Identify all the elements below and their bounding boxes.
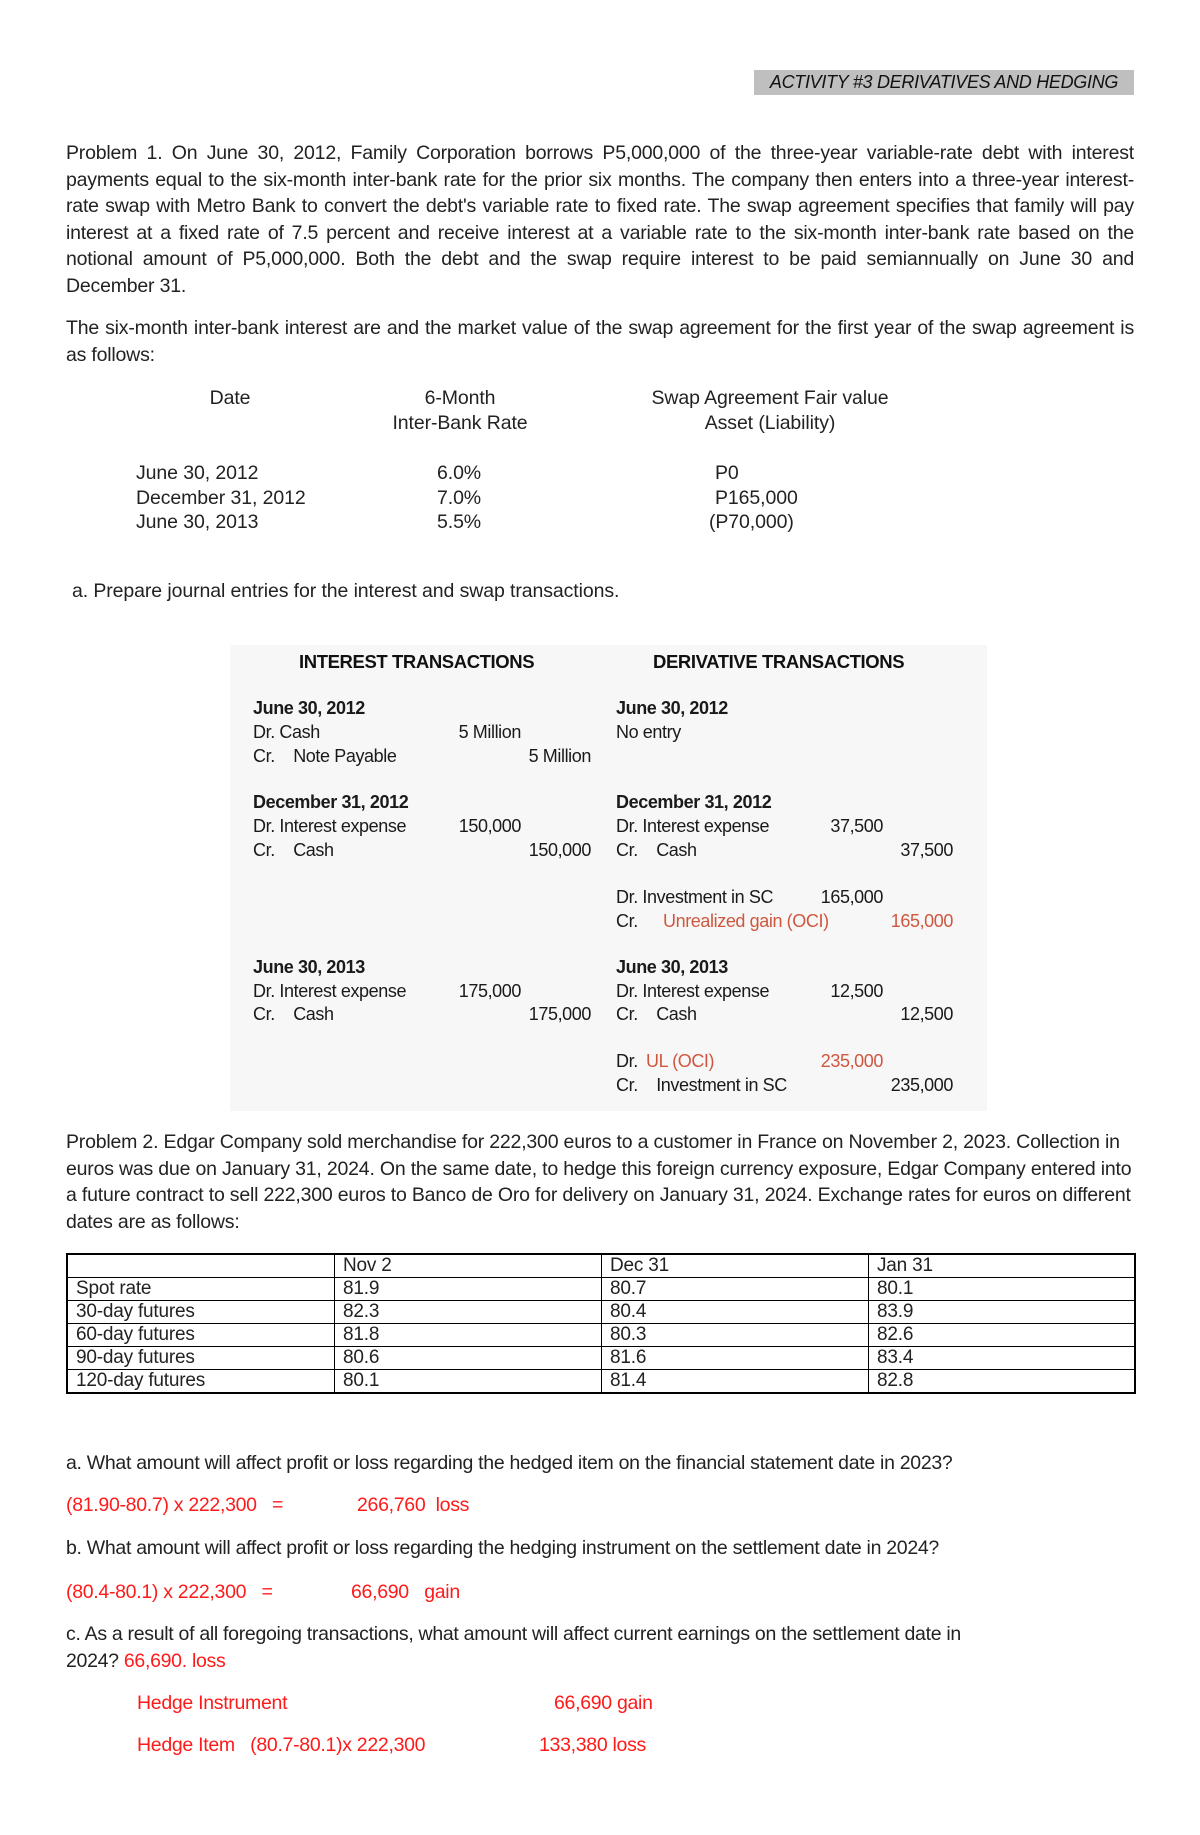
- credit-amount: 12,500: [900, 1004, 953, 1024]
- exchange-rate-table: [66, 1253, 1136, 1394]
- row-date: June 30, 2013: [136, 511, 259, 533]
- cell: 30-day futures: [67, 1301, 335, 1324]
- table-row: [67, 1278, 1135, 1301]
- row-rate: 7.0%: [437, 487, 482, 509]
- question-c-line1: c. As a result of all foregoing transactions, what amount will affect current earnings on the settlement date in: [66, 1623, 961, 1645]
- entry-debit: Dr. Interest expense: [253, 816, 407, 836]
- problem1-intro: The six-month inter-bank interest are and the market value of the swap agreement for the first year of the swap agreement is as follows:: [66, 317, 1134, 366]
- no-entry: No entry: [616, 722, 681, 742]
- activity-title: ACTIVITY #3 DERIVATIVES AND HEDGING: [754, 70, 1134, 95]
- entry-credit: Unrealized gain (OCI): [663, 911, 829, 931]
- entry-debit: Dr. Interest expense: [253, 981, 407, 1001]
- entry-date: June 30, 2012: [253, 698, 365, 718]
- entry-credit: Cr. Cash: [253, 1004, 334, 1024]
- answer-a: 266,760 loss: [357, 1494, 470, 1516]
- question-c-line2: [66, 1648, 225, 1675]
- header-cell: Jan 31: [869, 1254, 1136, 1278]
- cell: 90-day futures: [67, 1347, 335, 1370]
- credit-amount: 5 Million: [528, 746, 591, 766]
- entry-date: June 30, 2013: [253, 957, 365, 977]
- row-date: June 30, 2012: [136, 462, 259, 484]
- entry-debit: Dr. Interest expense: [616, 816, 770, 836]
- credit-amount: 165,000: [890, 911, 953, 931]
- header-cell: [67, 1254, 335, 1278]
- cell: 83.4: [869, 1347, 1136, 1370]
- credit-amount: 175,000: [528, 1004, 591, 1024]
- question-a: a. Prepare journal entries for the interest and swap transactions.: [72, 580, 620, 602]
- debit-amount: 150,000: [458, 816, 521, 836]
- entry-credit: Cr. Investment in SC: [616, 1075, 787, 1095]
- table-row: [67, 1301, 1135, 1324]
- problem2-text: Problem 2. Edgar Company sold merchandise for 222,300 euros to a customer in France on November 2, 2023. Collection in euros was due on January 31, 2024. On the same date, to hedge this foreign currency exposure, Edgar Company entered into a future contract to sell 222,300 euros to Banco de Oro for delivery on January 31, 2024. Exchange rates for euros on different dates are as follows:: [66, 1131, 1132, 1233]
- interest-title: INTEREST TRANSACTIONS: [299, 651, 535, 672]
- entry-debit: Dr. Interest expense: [616, 981, 770, 1001]
- row-value: P0: [715, 462, 739, 484]
- cell: 80.6: [335, 1347, 602, 1370]
- debit-amount: 165,000: [820, 887, 883, 907]
- question-a: a. What amount will affect profit or loss regarding the hedged item on the financial statement date in 2023?: [66, 1452, 953, 1474]
- answer-b-formula: (80.4-80.1) x 222,300 =: [66, 1581, 273, 1603]
- cell: 82.6: [869, 1324, 1136, 1347]
- cell: 80.7: [602, 1278, 869, 1301]
- cell: 120-day futures: [67, 1370, 335, 1394]
- entry-date: December 31, 2012: [253, 792, 409, 812]
- cell: Spot rate: [67, 1278, 335, 1301]
- hedge-item-value: 133,380 loss: [539, 1734, 646, 1756]
- cell: 81.9: [335, 1278, 602, 1301]
- cell: 81.4: [602, 1370, 869, 1394]
- row-date: December 31, 2012: [136, 487, 306, 509]
- col-swap-1: Swap Agreement Fair value: [651, 387, 889, 409]
- answer-a-formula: (81.90-80.7) x 222,300 =: [66, 1494, 284, 1516]
- debit-amount: 37,500: [830, 816, 883, 836]
- entry-credit: Cr. Cash: [253, 840, 334, 860]
- debit-amount: 175,000: [458, 981, 521, 1001]
- cell: 80.1: [869, 1278, 1136, 1301]
- entry-credit: Cr. Cash: [616, 1004, 697, 1024]
- entry-credit: Cr. Cash: [616, 840, 697, 860]
- row-value: P165,000: [715, 487, 798, 509]
- entry-credit: Cr. Note Payable: [253, 746, 397, 766]
- cell: 82.3: [335, 1301, 602, 1324]
- col-date: Date: [209, 387, 251, 409]
- table-header-row: [67, 1254, 1135, 1278]
- entry-date: December 31, 2012: [616, 792, 772, 812]
- table-row: [67, 1347, 1135, 1370]
- question-c-year: 2024?: [66, 1650, 119, 1672]
- answer-b: 66,690 gain: [351, 1581, 460, 1603]
- cell: 80.3: [602, 1324, 869, 1347]
- debit-amount: 235,000: [820, 1051, 883, 1071]
- credit-amount: 37,500: [900, 840, 953, 860]
- entry-date: June 30, 2012: [616, 698, 728, 718]
- col-rate-2: Inter-Bank Rate: [392, 412, 528, 434]
- question-b: b. What amount will affect profit or loss regarding the hedging instrument on the settlement date in 2024?: [66, 1537, 939, 1559]
- cell: 83.9: [869, 1301, 1136, 1324]
- credit-prefix: Cr.: [616, 911, 638, 931]
- cell: 80.1: [335, 1370, 602, 1394]
- entry-debit: UL (OCI): [646, 1051, 715, 1071]
- answer-c: 66,690. loss: [123, 1650, 226, 1672]
- derivative-title: DERIVATIVE TRANSACTIONS: [653, 651, 905, 672]
- row-rate: 6.0%: [437, 462, 482, 484]
- row-rate: 5.5%: [437, 511, 482, 533]
- debit-prefix: Dr.: [616, 1051, 638, 1071]
- col-rate-1: 6-Month: [424, 387, 496, 409]
- debit-amount: 5 Million: [458, 722, 521, 742]
- journal-entries-image: [230, 645, 987, 1111]
- cell: 82.8: [869, 1370, 1136, 1394]
- header-cell: Nov 2: [335, 1254, 602, 1278]
- table-row: [67, 1370, 1135, 1394]
- hedge-instrument-label: Hedge Instrument: [137, 1692, 288, 1714]
- debit-amount: 12,500: [830, 981, 883, 1001]
- hedge-instrument-value: 66,690 gain: [554, 1692, 653, 1714]
- header-cell: Dec 31: [602, 1254, 869, 1278]
- entry-debit: Dr. Cash: [253, 722, 320, 742]
- entry-debit: Dr. Investment in SC: [616, 887, 774, 907]
- problem1-text: Problem 1. On June 30, 2012, Family Corporation borrows P5,000,000 of the three-year variable-rate debt with interest payments equal to the six-month inter-bank rate for the prior six months. The company then enters into a three-year interest-rate swap with Metro Bank to convert the debt's variable rate to fixed rate. The swap agreement specifies that family will pay interest at a fixed rate of 7.5 percent and receive interest at a variable rate to the six-month inter-bank rate based on the notional amount of P5,000,000. Both the debt and the swap require interest to be paid semiannually on June 30 and December 31.: [66, 142, 1134, 297]
- cell: 81.6: [602, 1347, 869, 1370]
- entry-date: June 30, 2013: [616, 957, 728, 977]
- row-value: (P70,000): [709, 511, 794, 533]
- cell: 81.8: [335, 1324, 602, 1347]
- cell: 60-day futures: [67, 1324, 335, 1347]
- credit-amount: 235,000: [890, 1075, 953, 1095]
- credit-amount: 150,000: [528, 840, 591, 860]
- col-swap-2: Asset (Liability): [704, 412, 836, 434]
- hedge-item-label: Hedge Item (80.7-80.1)x 222,300: [137, 1734, 426, 1756]
- cell: 80.4: [602, 1301, 869, 1324]
- table-row: [67, 1324, 1135, 1347]
